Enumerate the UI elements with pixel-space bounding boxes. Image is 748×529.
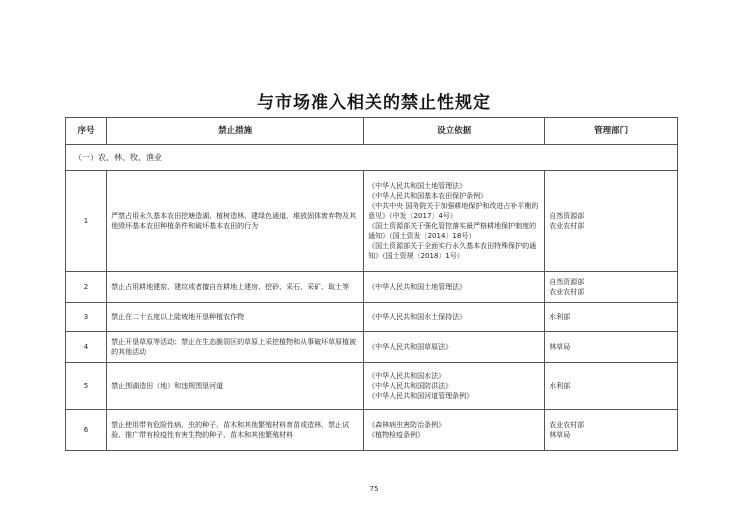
row-measure: 禁止使用带有危险性病、虫的种子、苗木和其他繁殖材料育苗或造林，禁止试验、推广带有检疫性有害生物的种子、苗木和其他繁殖材料 <box>107 410 364 451</box>
dept-item: 农业农村部 <box>549 421 585 429</box>
row-basis <box>364 332 545 363</box>
row-dept <box>545 410 678 451</box>
basis-item: 《中华人民共和国防洪法》 <box>368 382 453 390</box>
basis-item: 《国土资源部关于全面实行永久基本农田特殊保护的通知》（国土资规〔2018〕1号） <box>368 242 537 260</box>
row-no: 2 <box>66 272 107 303</box>
row-basis <box>364 272 545 303</box>
row-basis <box>364 303 545 332</box>
basis-item: 《中华人民共和国草原法》 <box>368 343 453 351</box>
basis-item: 《中华人民共和国土地管理法》 <box>368 182 467 190</box>
row-no: 5 <box>66 363 107 410</box>
category-label: （一）农、林、牧、渔业 <box>66 145 678 171</box>
row-measure: 禁止在二十五度以上陡坡地开垦种植农作物 <box>107 303 364 332</box>
row-no: 1 <box>66 171 107 272</box>
dept-item: 自然资源部 <box>549 278 585 286</box>
table-row <box>66 332 678 363</box>
row-dept <box>545 171 678 272</box>
row-basis <box>364 410 545 451</box>
row-dept <box>545 332 678 363</box>
row-no: 3 <box>66 303 107 332</box>
row-basis <box>364 171 545 272</box>
header-basis: 设立依据 <box>364 118 545 145</box>
basis-item: 《中华人民共和国河道管理条例》 <box>368 392 474 400</box>
row-dept <box>545 272 678 303</box>
table-row <box>66 410 678 451</box>
row-no: 4 <box>66 332 107 363</box>
row-dept <box>545 363 678 410</box>
regulation-table <box>65 117 678 451</box>
document-title: 与市场准入相关的禁止性规定 <box>257 93 491 113</box>
table-row <box>66 171 678 272</box>
row-dept <box>545 303 678 332</box>
basis-item: 《中华人民共和国水土保持法》 <box>368 313 467 321</box>
category-row <box>66 145 678 171</box>
table-row <box>66 363 678 410</box>
dept-item: 林草局 <box>549 431 571 439</box>
basis-item: 《中华人民共和国水法》 <box>368 372 446 380</box>
dept-item: 林草局 <box>549 343 571 351</box>
dept-item: 水利部 <box>549 313 571 321</box>
dept-item: 自然资源部 <box>549 212 585 220</box>
basis-item: 《中共中央 国务院关于加强耕地保护和改进占补平衡的意见》（中发〔2017〕4号） <box>368 202 539 220</box>
dept-item: 农业农村部 <box>549 288 585 296</box>
row-measure: 严禁占用永久基本农田挖塘造湖、植树造林、建绿色通道、堆放固体废弃物及其他毁坏基本农田种植条件和破坏基本农田的行为 <box>107 171 364 272</box>
table-row <box>66 303 678 332</box>
header-no: 序号 <box>66 118 107 145</box>
row-measure: 禁止围湖造田（地）和违规围垦河道 <box>107 363 364 410</box>
row-measure: 禁止占用耕地建窑、建坟或者擅自在耕地上建房、挖砂、采石、采矿、取土等 <box>107 272 364 303</box>
basis-item: 《森林病虫害防治条例》 <box>368 421 446 429</box>
dept-item: 农业农村部 <box>549 222 585 230</box>
table-row <box>66 272 678 303</box>
basis-item: 《中华人民共和国基本农田保护条例》 <box>368 192 488 200</box>
dept-item: 水利部 <box>549 382 571 390</box>
page-number: 75 <box>369 485 379 493</box>
basis-item: 《植物检疫条例》 <box>368 431 425 439</box>
row-no: 6 <box>66 410 107 451</box>
table-header-row <box>66 118 678 145</box>
row-measure: 禁止开垦草原等活动；禁止在生态脆弱区的草原上采挖植物和从事破坏草原植被的其他活动 <box>107 332 364 363</box>
basis-item: 《国土资源部关于强化管控落实最严格耕地保护制度的通知》（国土资发〔2014〕18号） <box>368 222 537 240</box>
header-dept: 管理部门 <box>545 118 678 145</box>
header-measure: 禁止措施 <box>107 118 364 145</box>
basis-item: 《中华人民共和国土地管理法》 <box>368 283 467 291</box>
row-basis <box>364 363 545 410</box>
